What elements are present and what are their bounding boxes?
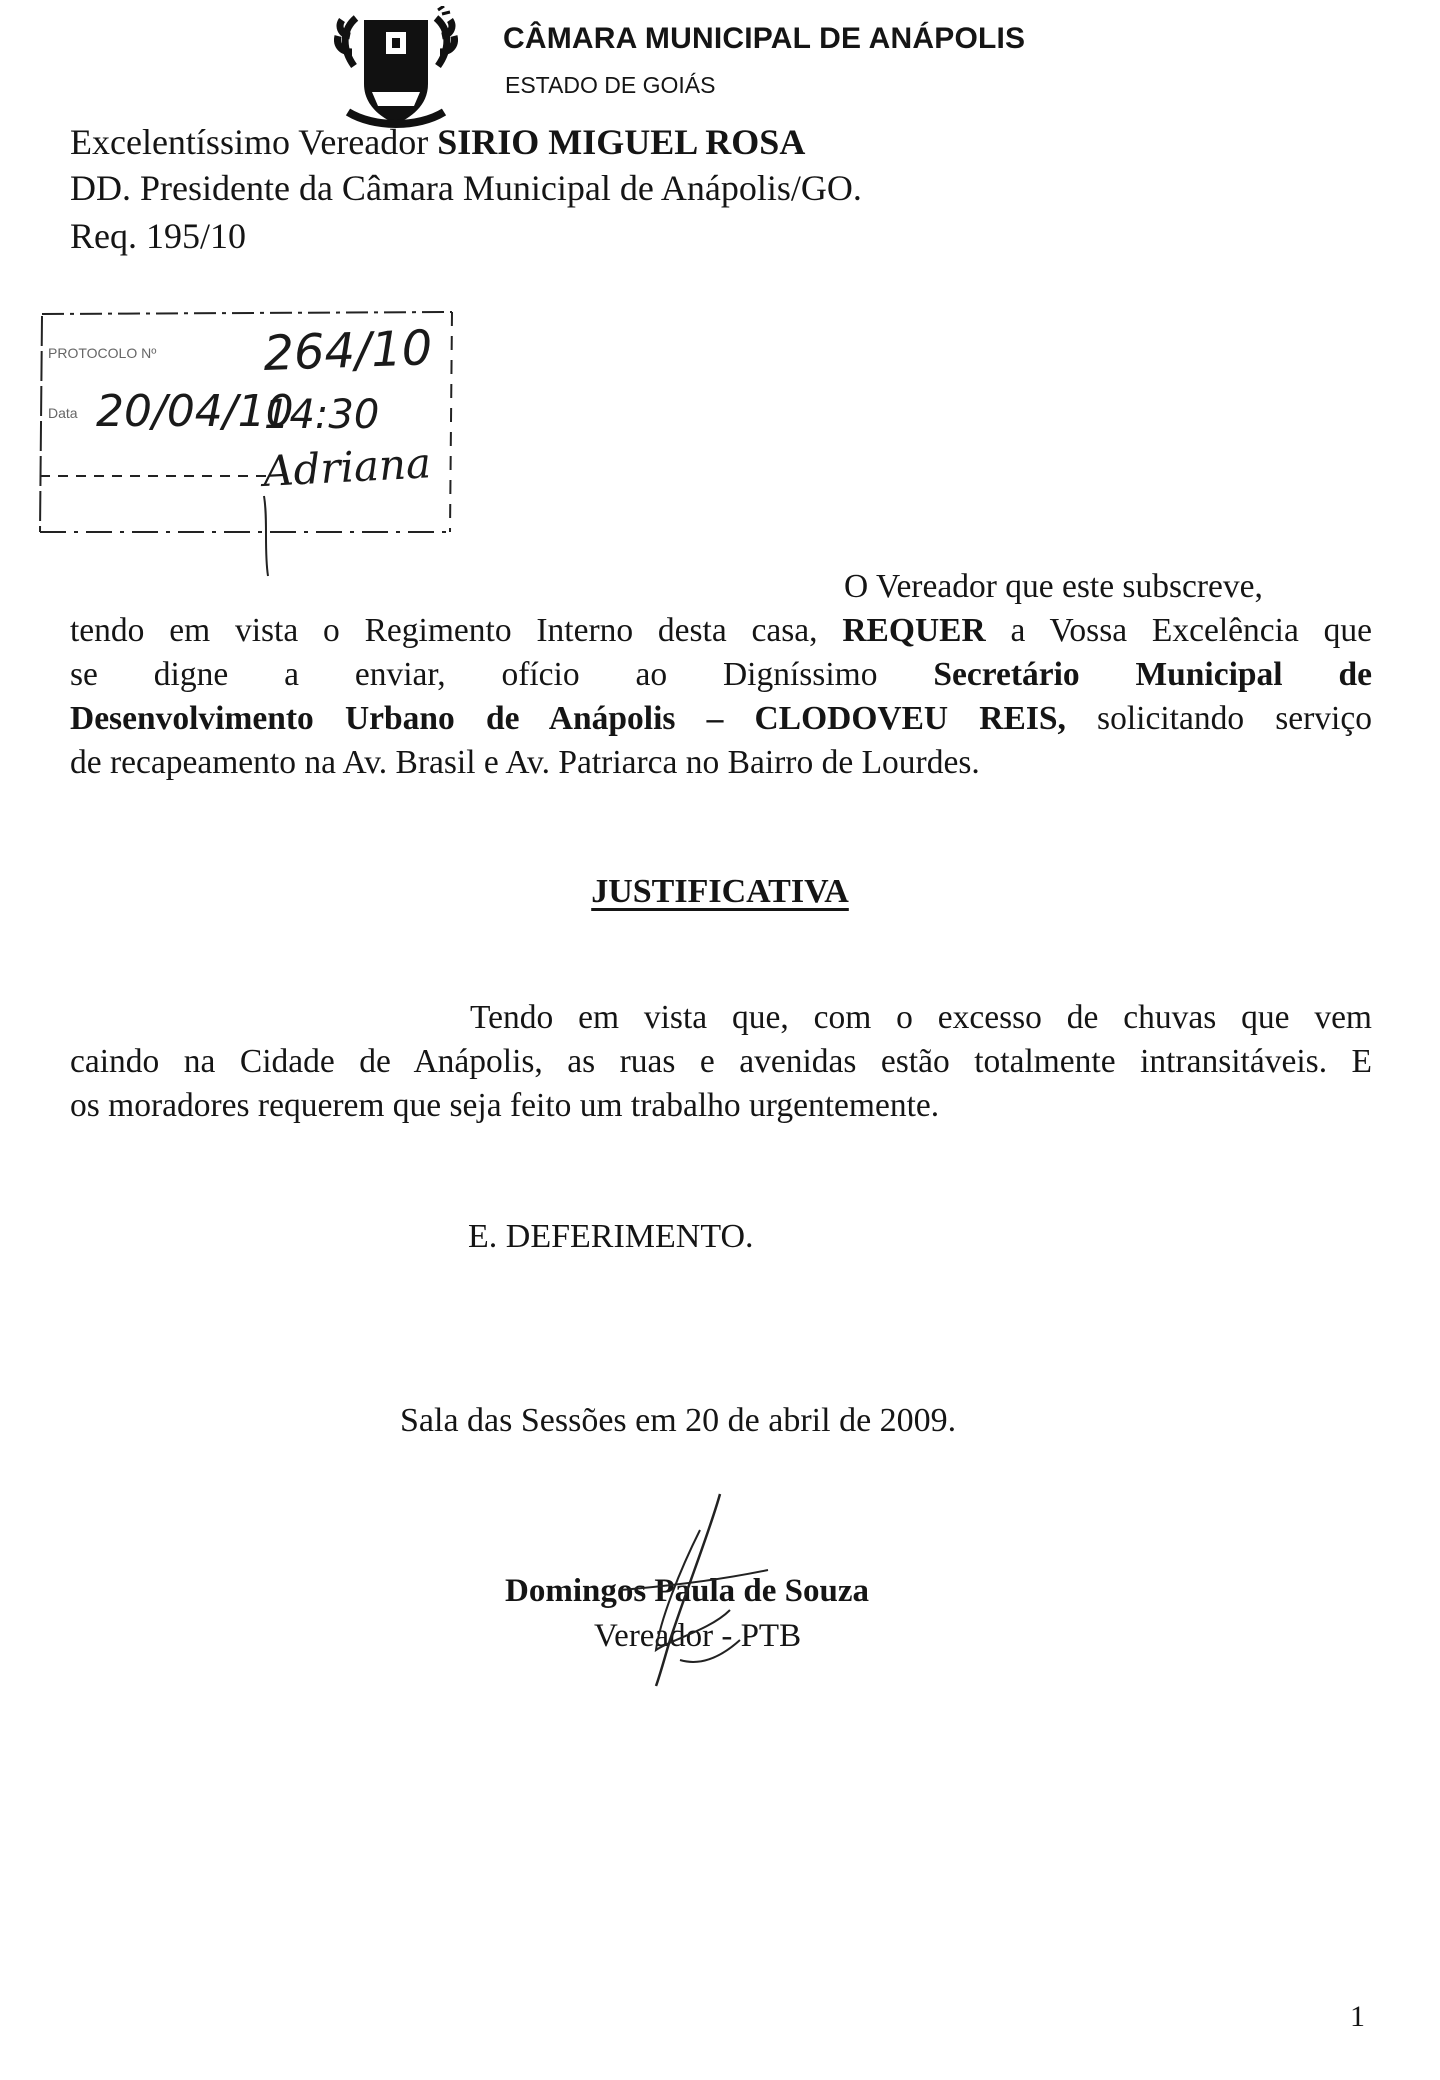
stamp-protocol-number: 264/10: [262, 320, 434, 382]
justification-title: JUSTIFICATIVA: [591, 873, 849, 910]
justification-line-1: Tendo em vista que, com o excesso de chuvas que vem: [470, 999, 1372, 1036]
salutation-prefix: Excelentíssimo Vereador: [70, 122, 438, 162]
organization-name: CÂMARA MUNICIPAL DE ANÁPOLIS: [503, 22, 1026, 55]
stamp-date-label: Data: [48, 405, 78, 421]
justification-paragraph: [70, 996, 1372, 1128]
department-emphasis: Desenvolvimento Urbano de Anápolis – CLODOVEU REIS,: [70, 700, 1066, 737]
justification-line-2: caindo na Cidade de Anápolis, as ruas e avenidas estão totalmente intransitáveis. E: [70, 1043, 1372, 1080]
salutation-line: [70, 124, 805, 160]
secretary-emphasis: Secretário Municipal de: [933, 656, 1372, 693]
protocol-stamp: [32, 300, 502, 580]
stamp-received-by: Adriana: [261, 438, 433, 496]
stamp-protocol-label: PROTOCOLO Nº: [48, 345, 157, 361]
closing-deferment: E. DEFERIMENTO.: [468, 1218, 754, 1255]
stamp-time-value: 14:30: [264, 392, 380, 438]
body-line-2-text: tendo em vista o Regimento Interno desta casa,: [70, 612, 843, 649]
signer-name: Domingos Paula de Souza: [505, 1573, 869, 1609]
handwritten-signature: [560, 1490, 800, 1690]
justification-line-3: os moradores requerem que seja feito um trabalho urgentemente.: [70, 1087, 940, 1124]
signer-role: Vereador - PTB: [594, 1618, 802, 1654]
body-line-3: [70, 653, 1372, 697]
place-and-date: Sala das Sessões em 20 de abril de 2009.: [400, 1402, 957, 1439]
body-line-2-end: a Vossa Excelência que: [985, 612, 1373, 649]
body-line-2: [70, 609, 1372, 653]
page-number: 1: [1350, 2000, 1365, 2033]
addressee-title: DD. Presidente da Câmara Municipal de Anápolis/GO.: [70, 168, 862, 208]
body-line-5: de recapeamento na Av. Brasil e Av. Patriarca no Bairro de Lourdes.: [70, 744, 980, 781]
body-line-4: [70, 697, 1372, 741]
body-line-3-text: se digne a enviar, ofício ao Digníssimo: [70, 656, 934, 693]
requer-emphasis: REQUER: [842, 612, 986, 649]
addressee-name: SIRIO MIGUEL ROSA: [437, 122, 806, 162]
body-line-4-end: solicitando serviço: [1065, 700, 1372, 737]
request-paragraph: [70, 565, 1372, 785]
organization-state: ESTADO DE GOIÁS: [505, 72, 716, 98]
body-line-1: O Vereador que este subscreve,: [844, 568, 1263, 605]
stamp-date-value: 20/04/10: [96, 386, 294, 437]
request-number: Req. 195/10: [70, 216, 246, 256]
